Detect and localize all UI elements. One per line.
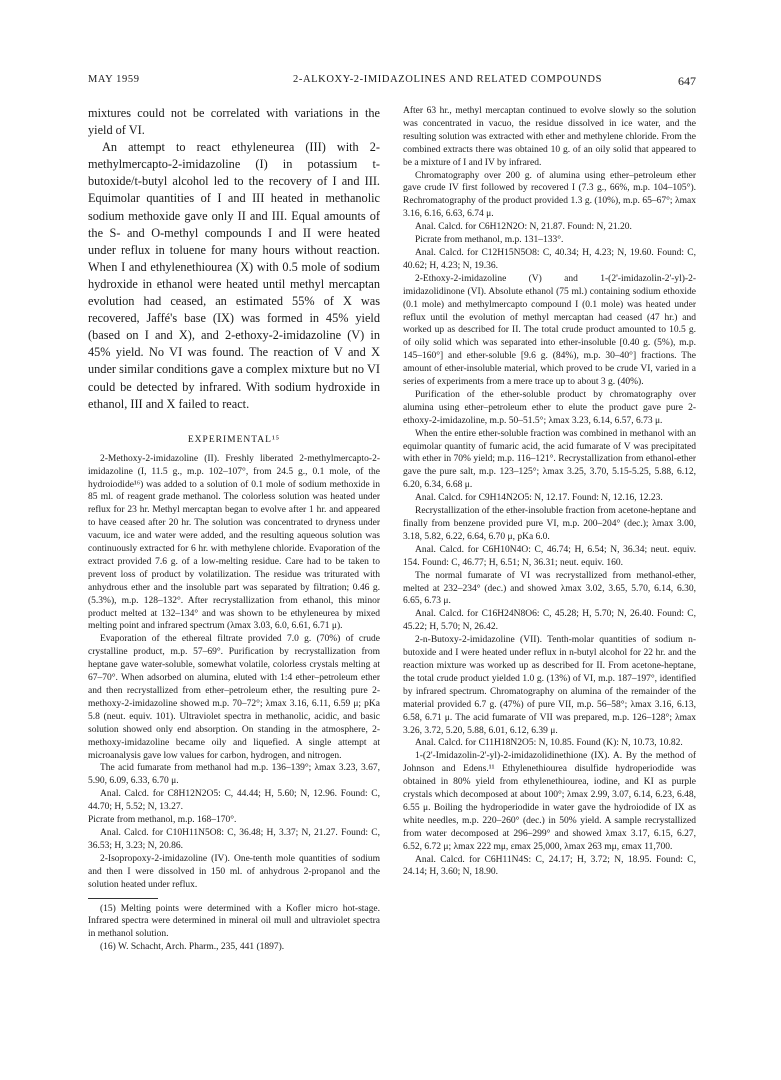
paragraph: An attempt to react ethyleneurea (III) with 2-methylmercapto-2-imidazoline (I) in potassium t-butoxide/t-butyl alcohol led to the recovery of I and III. Equimolar quantities of I and III heated in methanolic sodium methoxide gave only II and III. Equal amounts of the S- and O-methyl compounds I and II were heated under reflux in toluene for many hours without reaction. When I and ethylenethiourea (X) with 0.5 mole of sodium hydroxide in ethanol were heated until methyl mercaptan evolution had ceased, an estimated 55% of X was recovered, Jaffé's base (IX) was formed in 45% yield (based on I and X), and 2-ethoxy-2-imidazoline (V) in 45% yield. No VI was found. The reaction of V and X under similar conditions gave a complex mixture but no VI could be detected by infrared. With sodium hydroxide in ethanol, III and X failed to react. xyxy=(88,140,380,411)
paragraph: Recrystallization of the ether-insoluble fraction from acetone-heptane and finally from benzene provided pure VI, m.p. 200–204° (dec.); λmax 3.00, 3.18, 5.82, 6.22, 6.64, 6.70 μ, pKa 6.0. xyxy=(403,506,696,542)
experimental-text-continued xyxy=(403,105,696,879)
footnotes xyxy=(88,903,380,955)
paragraph: Anal. Calcd. for C6H10N4O: C, 46.74; H, 6.54; N, 36.34; neut. equiv. 154. Found: C, 46.77; H, 6.51; N, 36.31; neut. equiv. 160. xyxy=(403,544,696,568)
paragraph: 2-n-Butoxy-2-imidazoline (VII). Tenth-molar quantities of sodium n-butoxide and I were heated under reflux in n-butyl alcohol for 22 hr. and the reaction mixture was worked up as described for II. From acetone-heptane, the total crude product yielded 1.0 g. (13%) of VI, m.p. 187–197°, identified by infrared spectrum. Chromatography on alumina of the remainder of the material provided 6.7 g. (47%) of pure VII, m.p. 56–58°; λmax 3.16, 6.13, 6.58, 6.71 μ. The acid fumarate of VII was prepared, m.p. 126–128°; λmax 3.26, 3.72, 5.20, 5.88, 6.01, 6.12, 6.39 μ. xyxy=(403,635,696,736)
paragraph: 2-Ethoxy-2-imidazoline (V) and 1-(2'-imidazolin-2'-yl)-2-imidazolidinone (VI). Absolute ethanol (75 ml.) containing sodium ethoxide (0.1 mole) and methylmercapto compound I (0.1 mole) was heated under reflux until the evolution of methyl mercaptan had ceased (47 hr.) and worked up as described for II. The total crude product amounted to 10.5 g. of oily solid which was separated into ether-insoluble [0.40 g. (5%), m.p. 145–160°] and ether-soluble [9.6 g. (84%), m.p. 30–40°] fractions. The amount of ether-insoluble material, which proved to be crude VI, varied in a series of experiments from a mere trace up to about 3 g. (40%). xyxy=(403,273,696,388)
paragraph: Picrate from methanol, m.p. 131–133°. xyxy=(415,235,564,246)
header-date: MAY 1959 xyxy=(88,74,140,85)
paragraph: The normal fumarate of VI was recrystallized from methanol-ether, melted at 232–234° (dec.) and showed λmax 3.02, 3.65, 5.70, 6.14, 6.30, 6.65, 6.73 μ. xyxy=(403,570,696,607)
paragraph: Anal. Calcd. for C16H24N8O6: C, 45.28; H, 5.70; N, 26.40. Found: C, 45.22; H, 5.70; N, 26.42. xyxy=(403,609,696,633)
paragraph: After 63 hr., methyl mercaptan continued to evolve slowly so the solution was concentrated in vacuo, the residue dissolved in ice water, and the resulting solution was extracted with ether and methylene chloride. From the combined extracts there was obtained 10 g. of an oily solid that appeared to be a mixture of I and IV by infrared. xyxy=(403,106,696,168)
paragraph: The acid fumarate from methanol had m.p. 136–139°; λmax 3.23, 3.67, 5.90, 6.09, 6.33, 6.70 μ. xyxy=(88,763,380,787)
section-heading: EXPERIMENTAL¹⁵ xyxy=(187,434,281,445)
paragraph: 1-(2'-Imidazolin-2'-yl)-2-imidazolidinethione (IX). A. By the method of Johnson and Edens.¹¹ Ethylenethiourea disulfide hydroperiodide was obtained in 80% yield from ethylenethiourea, iodine, and KI as purple crystals which decomposed at about 100°; λmax 2.99, 3.07, 6.14, 6.23, 6.48, 6.55 μ. Boiling the hydroperiodide in water gave the hydroiodide of IX as white needles, m.p. 220–260° (dec.) in 50% yield. A sample recrystallized from water decomposed at 296–299° and showed λmax 3.17, 6.15, 6.27, 6.52, 6.72 μ; λmax 222 mμ, εmax 25,000, λmax 263 mμ, εmax 11,700. xyxy=(403,751,696,852)
page-number: 647 xyxy=(678,74,696,88)
experimental-text xyxy=(88,453,380,892)
paragraph: Evaporation of the ethereal filtrate provided 7.0 g. (70%) of crude crystalline product, m.p. 57–69°. Purification by recrystallization from heptane gave water-soluble, somewhat volatile, colorless crystals melting at 67–70°. When adsorbed on alumina, eluted with 1:4 ether–petroleum ether and then recrystallized from ether–petroleum ether, the resulting pure 2-methoxy-2-imidazoline showed m.p. 70–72°; λmax 3.16, 6.11, 6.59 μ; pKa 5.8 (neut. equiv. 101). Ultraviolet spectra in methanolic, acidic, and basic solution showed only end absorption. On standing in the atmosphere, 2-methoxy-imidazoline became oily and liquefied. A single attempt at microanalysis gave low values for carbon, hydrogen, and nitrogen. xyxy=(88,634,380,761)
paragraph: 2-Isopropoxy-2-imidazoline (IV). One-tenth mole quantities of sodium and then I were dissolved in 150 ml. of anhydrous 2-propanol and the solution heated under reflux. xyxy=(88,853,380,890)
paragraph: 2-Methoxy-2-imidazoline (II). Freshly liberated 2-methylmercapto-2-imidazoline (I, 11.5 g., m.p. 102–107°, from 24.5 g., 0.1 mole, of the hydroiodide¹⁶) was added to a solution of 0.1 mole of sodium methoxide in 85 ml. of reagent grade methanol. The colorless solution was heated under reflux for 23 hr. Methyl mercaptan began to evolve after 1 hr. and appeared to have ceased after 20 hr. The solution was concentrated to dryness under vacuum, ice and water were added, and the resulting aqueous solution was continuously extracted for 6 hr. with methylene chloride. Evaporation of the extract provided 7.6 g. of a low-melting residue. Care had to be taken to prevent loss of product by volatilization. The residue was triturated with anhydrous ether and the insoluble part was separated by filtration; 0.46 g. (5.3%), m.p. 128–132°. After recrystallization from ethanol, this minor product melted at 132–134° and was shown to be ethyleneurea by mixed melting point and infrared spectrum (λmax 3.03, 6.0, 6.61, 6.71 μ). xyxy=(88,453,380,632)
paragraph: Anal. Calcd. for C10H11N5O8: C, 36.48; H, 3.37; N, 21.27. Found: C, 36.53; H, 3.23; N, 20.86. xyxy=(88,827,380,851)
paragraph: Anal. Calcd. for C12H15N5O8: C, 40.34; H, 4.23; N, 19.60. Found: C, 40.62; H, 4.23; N, 19.36. xyxy=(403,247,696,271)
paragraph: Anal. Calcd. for C6H12N2O: N, 21.87. Found: N, 21.20. xyxy=(415,222,632,233)
paragraph: Chromatography over 200 g. of alumina using ether–petroleum ether gave crude IV first followed by recovered I (7.3 g., 66%, m.p. 104–105°). Rechromatography of the product provided 1.3 g. (10%), m.p. 65–67°; λmax 3.16, 6.16, 6.63, 6.74 μ. xyxy=(403,170,696,220)
paragraph: Picrate from methanol, m.p. 168–170°. xyxy=(88,815,237,826)
paragraph: Anal. Calcd. for C8H12N2O5: C, 44.44; H, 5.60; N, 12.96. Found: C, 44.70; H, 5.52; N, 13.27. xyxy=(88,789,380,813)
paragraph: Anal. Calcd. for C11H18N2O5: N, 10.85. Found (K): N, 10.73, 10.82. xyxy=(415,738,683,749)
paragraph: Anal. Calcd. for C9H14N2O5: N, 12.17. Found: N, 12.16, 12.23. xyxy=(415,493,663,504)
left-column xyxy=(88,105,380,954)
paragraph: mixtures could not be correlated with variations in the yield of VI. xyxy=(88,106,380,138)
footnote-rule xyxy=(88,898,158,899)
header-title: 2-ALKOXY-2-IMIDAZOLINES AND RELATED COMPOUNDS xyxy=(293,74,603,85)
paragraph: When the entire ether-soluble fraction was combined in methanol with an equimolar quantity of fumaric acid, the acid fumarate of V was precipitated with ether in 70% yield; m.p. 116–121°. Recrystallization from ethanol-ether gave the pure salt, m.p. 123–125°; λmax 3.25, 3.70, 5.15-5.25, 5.88, 6.12, 6.20, 6.34, 6.68 μ. xyxy=(403,428,696,491)
right-column xyxy=(403,105,696,879)
paragraph: Anal. Calcd. for C6H11N4S: C, 24.17; H, 3.72; N, 18.95. Found: C, 24.14; H, 3.60; N, 18.90. xyxy=(403,854,696,878)
footnote: (15) Melting points were determined with a Kofler micro hot-stage. Infrared spectra were determined in mineral oil mull and ultraviolet spectra in methanol solution. xyxy=(88,903,380,940)
footnote: (16) W. Schacht, Arch. Pharm., 235, 441 (1897). xyxy=(100,942,285,953)
paragraph: Purification of the ether-soluble product by chromatography over alumina using ether–petroleum ether to elute the product gave pure 2-ethoxy-2-imidazoline, m.p. 50–51.5°; λmax 3.23, 6.14, 6.57, 6.73 μ. xyxy=(403,389,696,426)
discussion-text xyxy=(88,105,380,413)
running-header xyxy=(88,74,696,90)
